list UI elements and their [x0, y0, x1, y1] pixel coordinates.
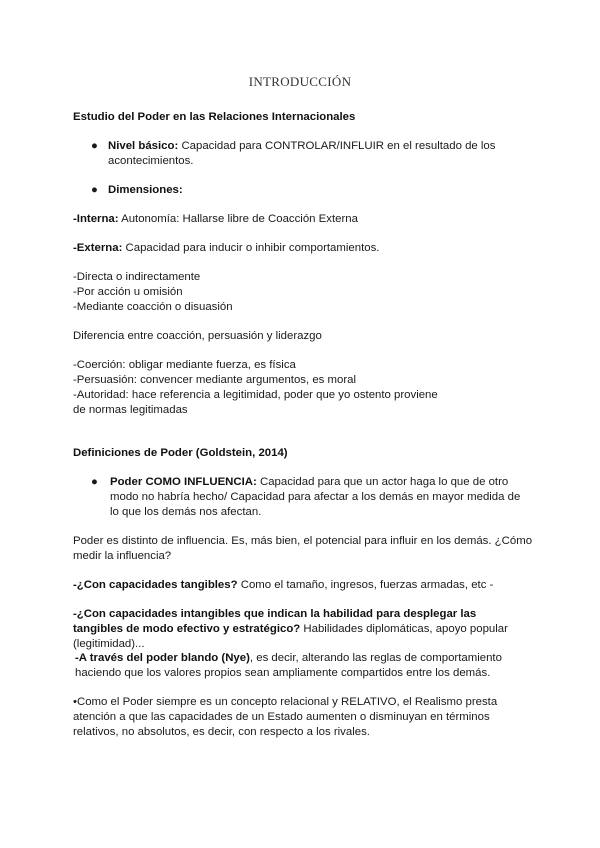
definitions-list — [73, 358, 453, 418]
modes-list — [73, 270, 533, 315]
paragraph-diferencia: Diferencia entre coacción, persuasión y liderazgo — [73, 330, 322, 342]
definition-item: -Persuasión: convencer mediante argumentos, es moral — [73, 374, 357, 386]
bullet-icon: ● — [91, 184, 98, 196]
tangibles-label: -¿Con capacidades tangibles? — [73, 579, 238, 591]
section-heading-estudio: Estudio del Poder en las Relaciones Internacionales — [73, 111, 356, 123]
mode-item: -Mediante coacción o disuasión — [73, 301, 233, 313]
paragraph-tangibles — [73, 578, 533, 593]
nivel-basico-text: Capacidad para CONTROLAR/INFLUIR en el resultado de los acontecimientos. — [108, 140, 496, 167]
paragraph-interna — [73, 212, 533, 227]
intangibles-label: -¿Con capacidades intangibles que indican la habilidad para desplegar las tangibles de modo efectivo y estratégico? — [73, 608, 477, 635]
bullet-poder-influencia — [110, 475, 522, 520]
tangibles-text: Como el tamaño, ingresos, fuerzas armadas, etc - — [237, 579, 494, 591]
interna-text: Autonomía: Hallarse libre de Coacción Externa — [118, 213, 358, 225]
externa-text: Capacidad para inducir o inhibir comportamientos. — [122, 242, 380, 254]
bullet-dimensiones: Dimensiones: — [108, 184, 183, 196]
paragraph-externa — [73, 241, 533, 256]
poder-influencia-text: Capacidad para que un actor haga lo que de otro modo no habría hecho/ Capacidad para afectar a los demás en mayor medida de lo que los demás nos afectan. — [110, 476, 521, 518]
paragraph-realismo: •Como el Poder siempre es un concepto relacional y RELATIVO, el Realismo presta atención a que las capacidades de un Estado aumenten o disminuyan en términos relativos, no absolutos, es decir, con respecto a los rivales. — [73, 696, 498, 738]
poder-blando-label: -A través del poder blando (Nye) — [75, 652, 250, 664]
definition-item: -Autoridad: hace referencia a legitimidad, poder que yo ostento proviene de normas legitimadas — [73, 389, 438, 416]
poder-blando-text: , es decir, alterando las reglas de comportamiento haciendo que los valores propios sean ampliamente compartidos entre los demás. — [75, 652, 502, 679]
bullet-icon: ● — [91, 140, 98, 152]
document-title: INTRODUCCIÓN — [248, 74, 352, 89]
paragraph-poder-distinto: Poder es distinto de influencia. Es, más bien, el potencial para influir en los demás. ¿Cómo medir la influencia? — [73, 535, 533, 562]
section-heading-definiciones: Definiciones de Poder (Goldstein, 2014) — [73, 447, 288, 459]
mode-item: -Directa o indirectamente — [73, 271, 201, 283]
paragraph-poder-blando — [75, 651, 525, 681]
externa-label: -Externa: — [73, 242, 123, 254]
definition-item: -Coerción: obligar mediante fuerza, es física — [73, 359, 296, 371]
paragraph-intangibles — [73, 607, 528, 652]
nivel-basico-label: Nivel básico: — [108, 140, 179, 152]
poder-influencia-label: Poder COMO INFLUENCIA: — [110, 476, 257, 488]
mode-item: -Por acción u omisión — [73, 286, 183, 298]
interna-label: -Interna: — [73, 213, 119, 225]
bullet-icon: ● — [91, 476, 98, 488]
intangibles-text: Habilidades diplomáticas, apoyo popular (legitimidad)... — [73, 623, 508, 650]
bullet-nivel-basico — [108, 139, 523, 169]
